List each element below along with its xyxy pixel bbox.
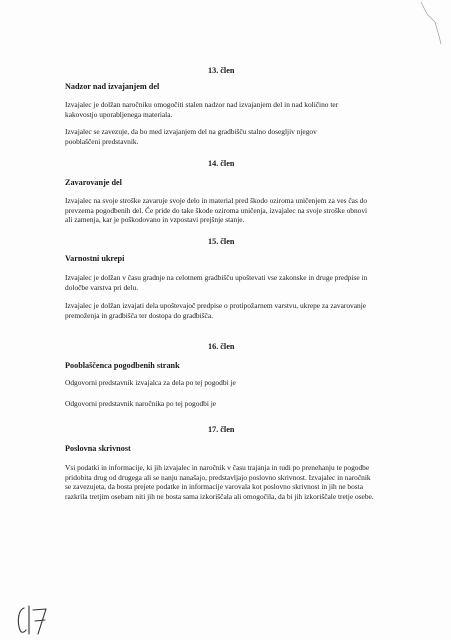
margin-pen-mark [417, 0, 447, 45]
article-16-number: 16. člen [208, 342, 235, 351]
article-15-paragraph-2: Izvajalec je dolžan izvajati dela upoštevajoč predpise o protipožarnem varstvu, ukrepe za zavarovanje premoženja in gradbišča ter dostopa do gradbišča. [65, 301, 367, 320]
article-13-paragraph-2: Izvajalec se zavezuje, da bo med izvajanjem del na gradbišču stalno dosegljiv njegov pooblaščeni predstavnik. [65, 127, 317, 146]
article-15-number: 15. člen [208, 237, 235, 246]
article-14-title: Zavarovanje del [65, 178, 122, 187]
article-16-paragraph-2: Odgovorni predstavnik naročnika po tej pogodbi je [65, 399, 217, 408]
article-16-paragraph-1: Odgovorni predstavnik izvajalca za dela po tej pogodbi je [65, 378, 236, 387]
article-16-title: Pooblaščenca pogodbenih strank [65, 361, 180, 370]
article-17-title: Poslovna skrivnost [65, 444, 131, 453]
article-13-number: 13. člen [208, 66, 235, 75]
article-13-paragraph-1: Izvajalec je dolžan naročniku omogočiti stalen nadzor nad izvajanjem del in nad količino ter kakovostjo uporabljenega materiala. [65, 100, 339, 119]
article-14-paragraph-1: Izvajalec na svoje stroške zavaruje svoje delo in material pred škodo oziroma uničenjem za ves čas do prevzema pogodbenih del. Če pride do take škode oziroma uničenja, izvajalec na svoje stroške obnovi ali zamenja, kar je poškodovano in vzpostavi prejšnje stanje. [65, 196, 368, 225]
article-14-number: 14. člen [208, 159, 235, 168]
article-15-title: Varnostni ukrepi [65, 254, 125, 263]
article-13-title: Nadzor nad izvajanjem del [65, 82, 160, 91]
article-17-number: 17. člen [208, 425, 235, 434]
article-15-paragraph-1: Izvajalec je dolžan v času gradnje na celotnem gradbišču upoštevati vse zakonske in druge predpise in določbe varstva pri delu. [65, 273, 368, 292]
handwritten-page-mark [14, 602, 50, 636]
article-17-paragraph-1: Vsi podatki in informacije, ki jih izvajalec in naročnik v času trajanja in tudi po prenehanju te pogodbe pridobita drug od drugega ali se nanju nanašajo, predstavljajo poslovno skrivnost. Izvajalec in naročnik se zavezujeta, da bosta prejete podatke in informacije varovala kot poslovno skrivnost in jih ne bosta razkrila tretjim osebam niti jih ne bosta sama izkoriščala ali omogočila, da bi jih izkoriščale tretje osebe. [65, 463, 374, 501]
